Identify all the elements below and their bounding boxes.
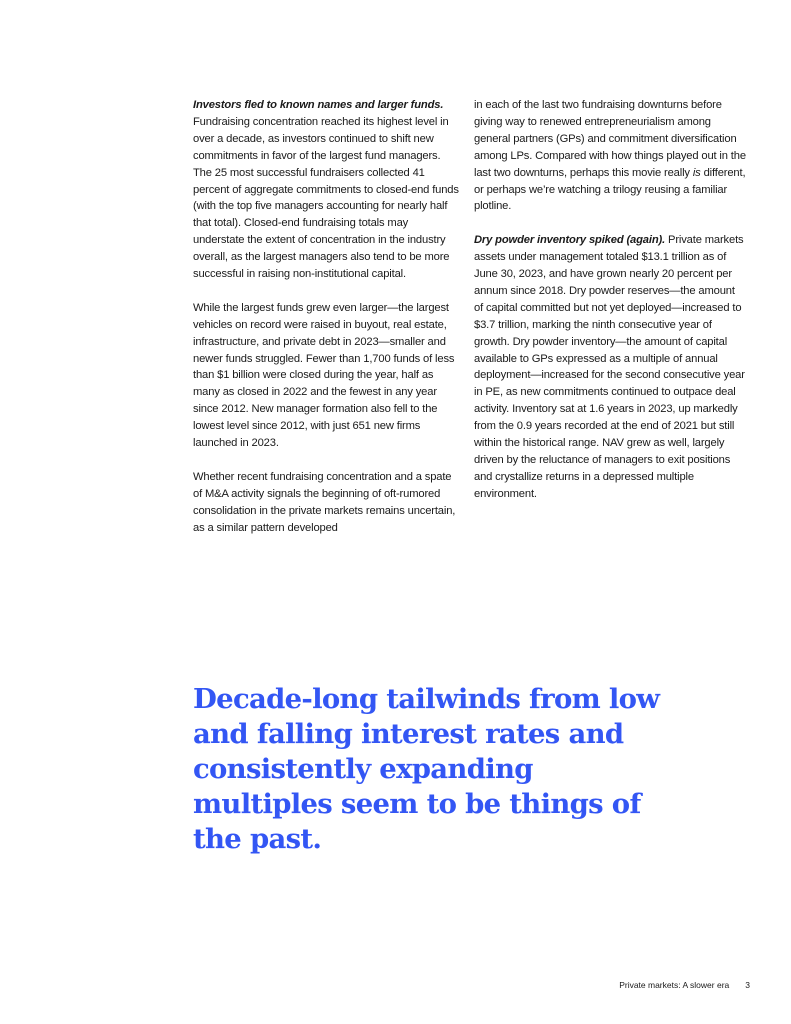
paragraph-dry-powder [474, 232, 746, 503]
paragraph-lead: Investors fled to known names and larger funds. [193, 99, 444, 111]
emphasis-text: is [692, 166, 701, 179]
left-column [193, 97, 461, 553]
right-column [474, 97, 746, 520]
page-number: 3 [745, 980, 750, 990]
paragraph-downturns [474, 97, 746, 215]
paragraph-lead: Dry powder inventory spiked (again). [474, 234, 666, 247]
paragraph-concentration [193, 97, 461, 283]
pull-quote: Decade-long tailwinds from low and falling interest rates and consistently expanding multiples seem to be things of the past. [193, 683, 660, 855]
paragraph-body: Private markets assets under management totaled $13.1 trillion as of June 30, 2023, and have grown nearly 20 percent per annum since 2018. Dry powder reserves—the amount of capital committed but not yet deployed—increased to $3.7 trillion, marking the ninth consecutive year of growth. Dry powder inventory—the amount of capital available to GPs expressed as a multiple of annual deployment—increased for the second consecutive year in PE, as new commitments continued to outpace deal activity. Inventory sat at 1.6 years in 2023, up markedly from the 0.9 years recorded at the end of 2021 but still within the historical range. NAV grew as well, largely driven by the reluctance of managers to exit positions and crystallize returns in a depressed multiple environment. [474, 234, 745, 500]
paragraph-smaller-funds: While the largest funds grew even larger—the largest vehicles on record were raised in buyout, real estate, infrastructure, and private debt in 2023—smaller and newer funds struggled. Fewer than 1,700 funds of less than $1 billion were closed during the year, half as many as closed in 2022 and the fewest in any year since 2012. New manager formation also fell to the lowest level since 2012, with just 651 new firms launched in 2023. [193, 301, 455, 450]
paragraph-body: Fundraising concentration reached its highest level in over a decade, as investors continued to shift new commitments in favor of the largest fund managers. The 25 most successful fundraisers collected 41 percent of aggregate commitments to closed-end funds (with the top five managers accounting for nearly half that total). Closed-end fundraising totals may understate the extent of concentration in the industry overall, as the largest managers also tend to be more successful in raising non-institutional capital. [193, 115, 459, 281]
page-footer [560, 980, 750, 990]
paragraph-consolidation: Whether recent fundraising concentration and a spate of M&A activity signals the beginning of oft-rumored consolidation in the private markets remains uncertain, as a similar pattern developed [193, 470, 456, 534]
paragraph-text: in each of the last two fundraising downturns before giving way to renewed entrepreneurialism among general partners (GPs) and commitment diversification among LPs. Compared with how things played out in the last two downturns, perhaps this movie really [474, 99, 746, 179]
paragraph-text: different, or perhaps we’re watching a trilogy reusing a familiar plotline. [474, 166, 746, 213]
footer-title: Private markets: A slower era [619, 980, 730, 990]
